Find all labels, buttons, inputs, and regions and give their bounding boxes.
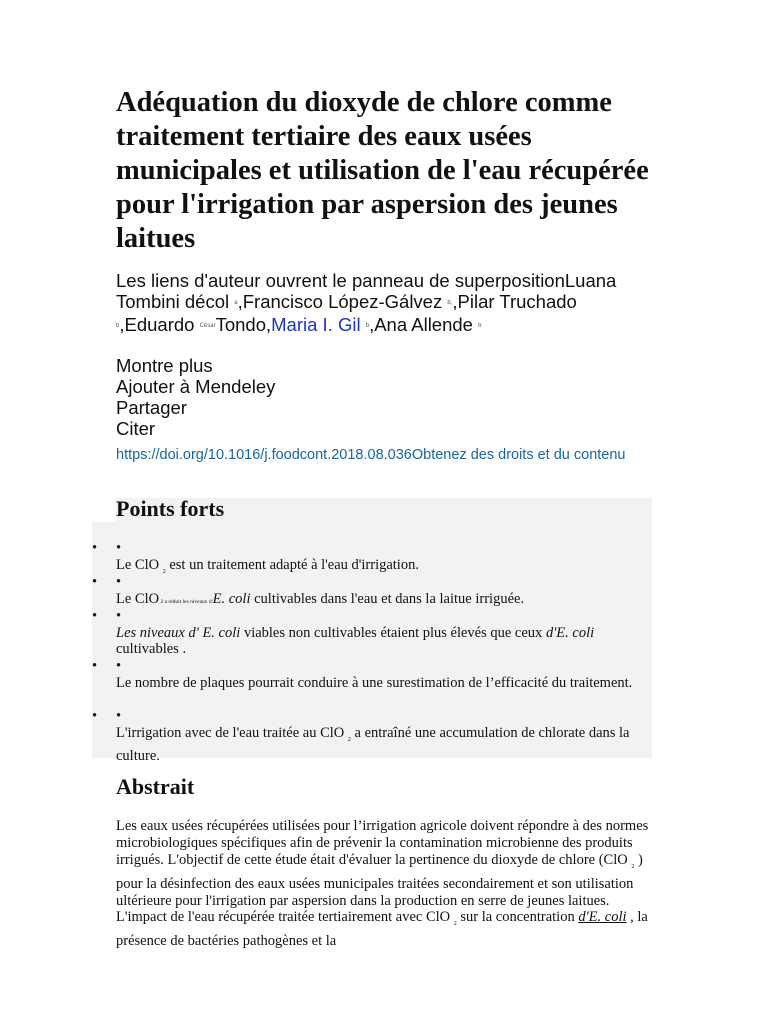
highlights-list — [92, 540, 652, 764]
author-link[interactable]: ,Eduardo — [119, 314, 195, 335]
article-title: Adéquation du dioxyde de chlore comme traitement tertiaire des eaux usées municipales et utilisation de l'eau récupérée pour l'irrigation par aspersion des jeunes laitues — [116, 87, 649, 254]
highlight-text: viables non cultivables étaient plus élevés que ceux — [240, 624, 546, 641]
highlight-emphasis: E. coli — [212, 590, 251, 607]
list-item — [92, 540, 652, 574]
bullet-icon: • — [92, 574, 98, 590]
author-link[interactable]: ,Pilar Truchado — [452, 291, 577, 312]
author-link[interactable]: Tondo, — [215, 314, 272, 335]
abstract-text: , la présence de bactéries pathogènes et la — [116, 909, 648, 950]
subscript: 2 — [347, 736, 351, 743]
bullet-icon: • — [116, 574, 122, 590]
rights-link[interactable]: Obtenez des droits et du contenu — [411, 447, 626, 463]
author-link[interactable]: ,Ana Allende — [369, 314, 473, 335]
highlight-text: Le ClO — [116, 556, 160, 573]
highlight-text: cultivables . — [116, 641, 187, 657]
bullet-icon: • — [116, 540, 122, 556]
subscript: 2 — [631, 863, 635, 870]
highlight-text: Le nombre de plaques pourrait conduire à une surestimation de l’efficacité du traitement. — [116, 674, 633, 691]
highlight-small-text: 2 a réduit les niveaux d' — [159, 598, 213, 605]
bullet-icon: • — [92, 608, 98, 624]
list-item — [92, 658, 652, 708]
affiliation-marker[interactable]: b, — [447, 300, 453, 306]
highlight-text: L'irrigation avec de l'eau traitée au ClO — [116, 724, 345, 741]
author-list — [116, 270, 636, 337]
list-item — [92, 574, 652, 608]
cite-button[interactable]: Citer — [116, 418, 156, 439]
author-panel-note: Les liens d'auteur ouvrent le panneau de superposition — [116, 270, 565, 291]
affiliation-marker[interactable]: a — [234, 300, 238, 306]
highlights-heading: Points forts — [116, 496, 225, 521]
highlight-emphasis: d'E. coli — [545, 624, 595, 641]
list-item — [92, 708, 652, 764]
show-more-button[interactable]: Montre plus — [116, 355, 213, 376]
affiliation-marker[interactable]: César — [199, 323, 216, 329]
doi-line — [116, 447, 636, 464]
affiliation-marker[interactable]: b — [116, 323, 120, 329]
abstract-text: sur la concentration — [456, 909, 579, 926]
subscript: 2 — [162, 568, 166, 575]
author-link-highlighted[interactable]: Maria I. Gil — [271, 314, 361, 335]
article-actions — [116, 355, 275, 439]
abstract-text: Les eaux usées récupérées utilisées pour l’irrigation agricole doivent répondre à des normes microbiologiques spécifiques afin de prévenir la contamination microbienne des produits irrigués. L'objectif de cette étude était d'évaluer la pertinence du dioxyde de chlore (ClO — [116, 818, 649, 868]
ecoli-link[interactable]: d'E. coli — [578, 909, 627, 926]
bullet-icon: • — [116, 708, 122, 724]
highlight-text: est un traitement adapté à l'eau d'irrigation. — [165, 556, 419, 573]
subscript: 2 — [453, 921, 457, 928]
author-link[interactable]: ,Francisco López-Gálvez — [237, 291, 443, 312]
highlight-text: cultivables dans l'eau et dans la laitue irriguée. — [250, 590, 525, 607]
bullet-icon: • — [92, 658, 98, 674]
affiliation-marker[interactable]: b — [365, 323, 370, 329]
share-button[interactable]: Partager — [116, 397, 187, 418]
list-item — [92, 608, 652, 658]
highlight-text: Le ClO — [116, 590, 160, 607]
bullet-icon: • — [92, 708, 98, 724]
affiliation-marker[interactable]: b — [478, 323, 482, 329]
highlight-text: a entraîné une accumulation de chlorate dans la culture. — [116, 724, 630, 764]
doi-link[interactable]: https://doi.org/10.1016/j.foodcont.2018.08.036 — [116, 447, 412, 463]
abstract-paragraph — [116, 818, 650, 950]
bullet-icon: • — [92, 540, 98, 556]
abstract-text: ) pour la désinfection des eaux usées municipales traitées secondairement et son utilisation ultérieure pour l'irrigation par aspersion dans la production en serre de jeunes laitues. L'impact de l'eau récupérée traitée tertiairement avec ClO — [116, 851, 643, 926]
abstract-heading: Abstrait — [116, 774, 195, 799]
bullet-icon: • — [116, 658, 122, 674]
bullet-icon: • — [116, 608, 122, 624]
add-to-mendeley-button[interactable]: Ajouter à Mendeley — [116, 376, 276, 397]
author-link[interactable]: Luana Tombini décol — [116, 270, 617, 312]
highlight-emphasis: Les niveaux d' E. coli — [116, 624, 241, 641]
